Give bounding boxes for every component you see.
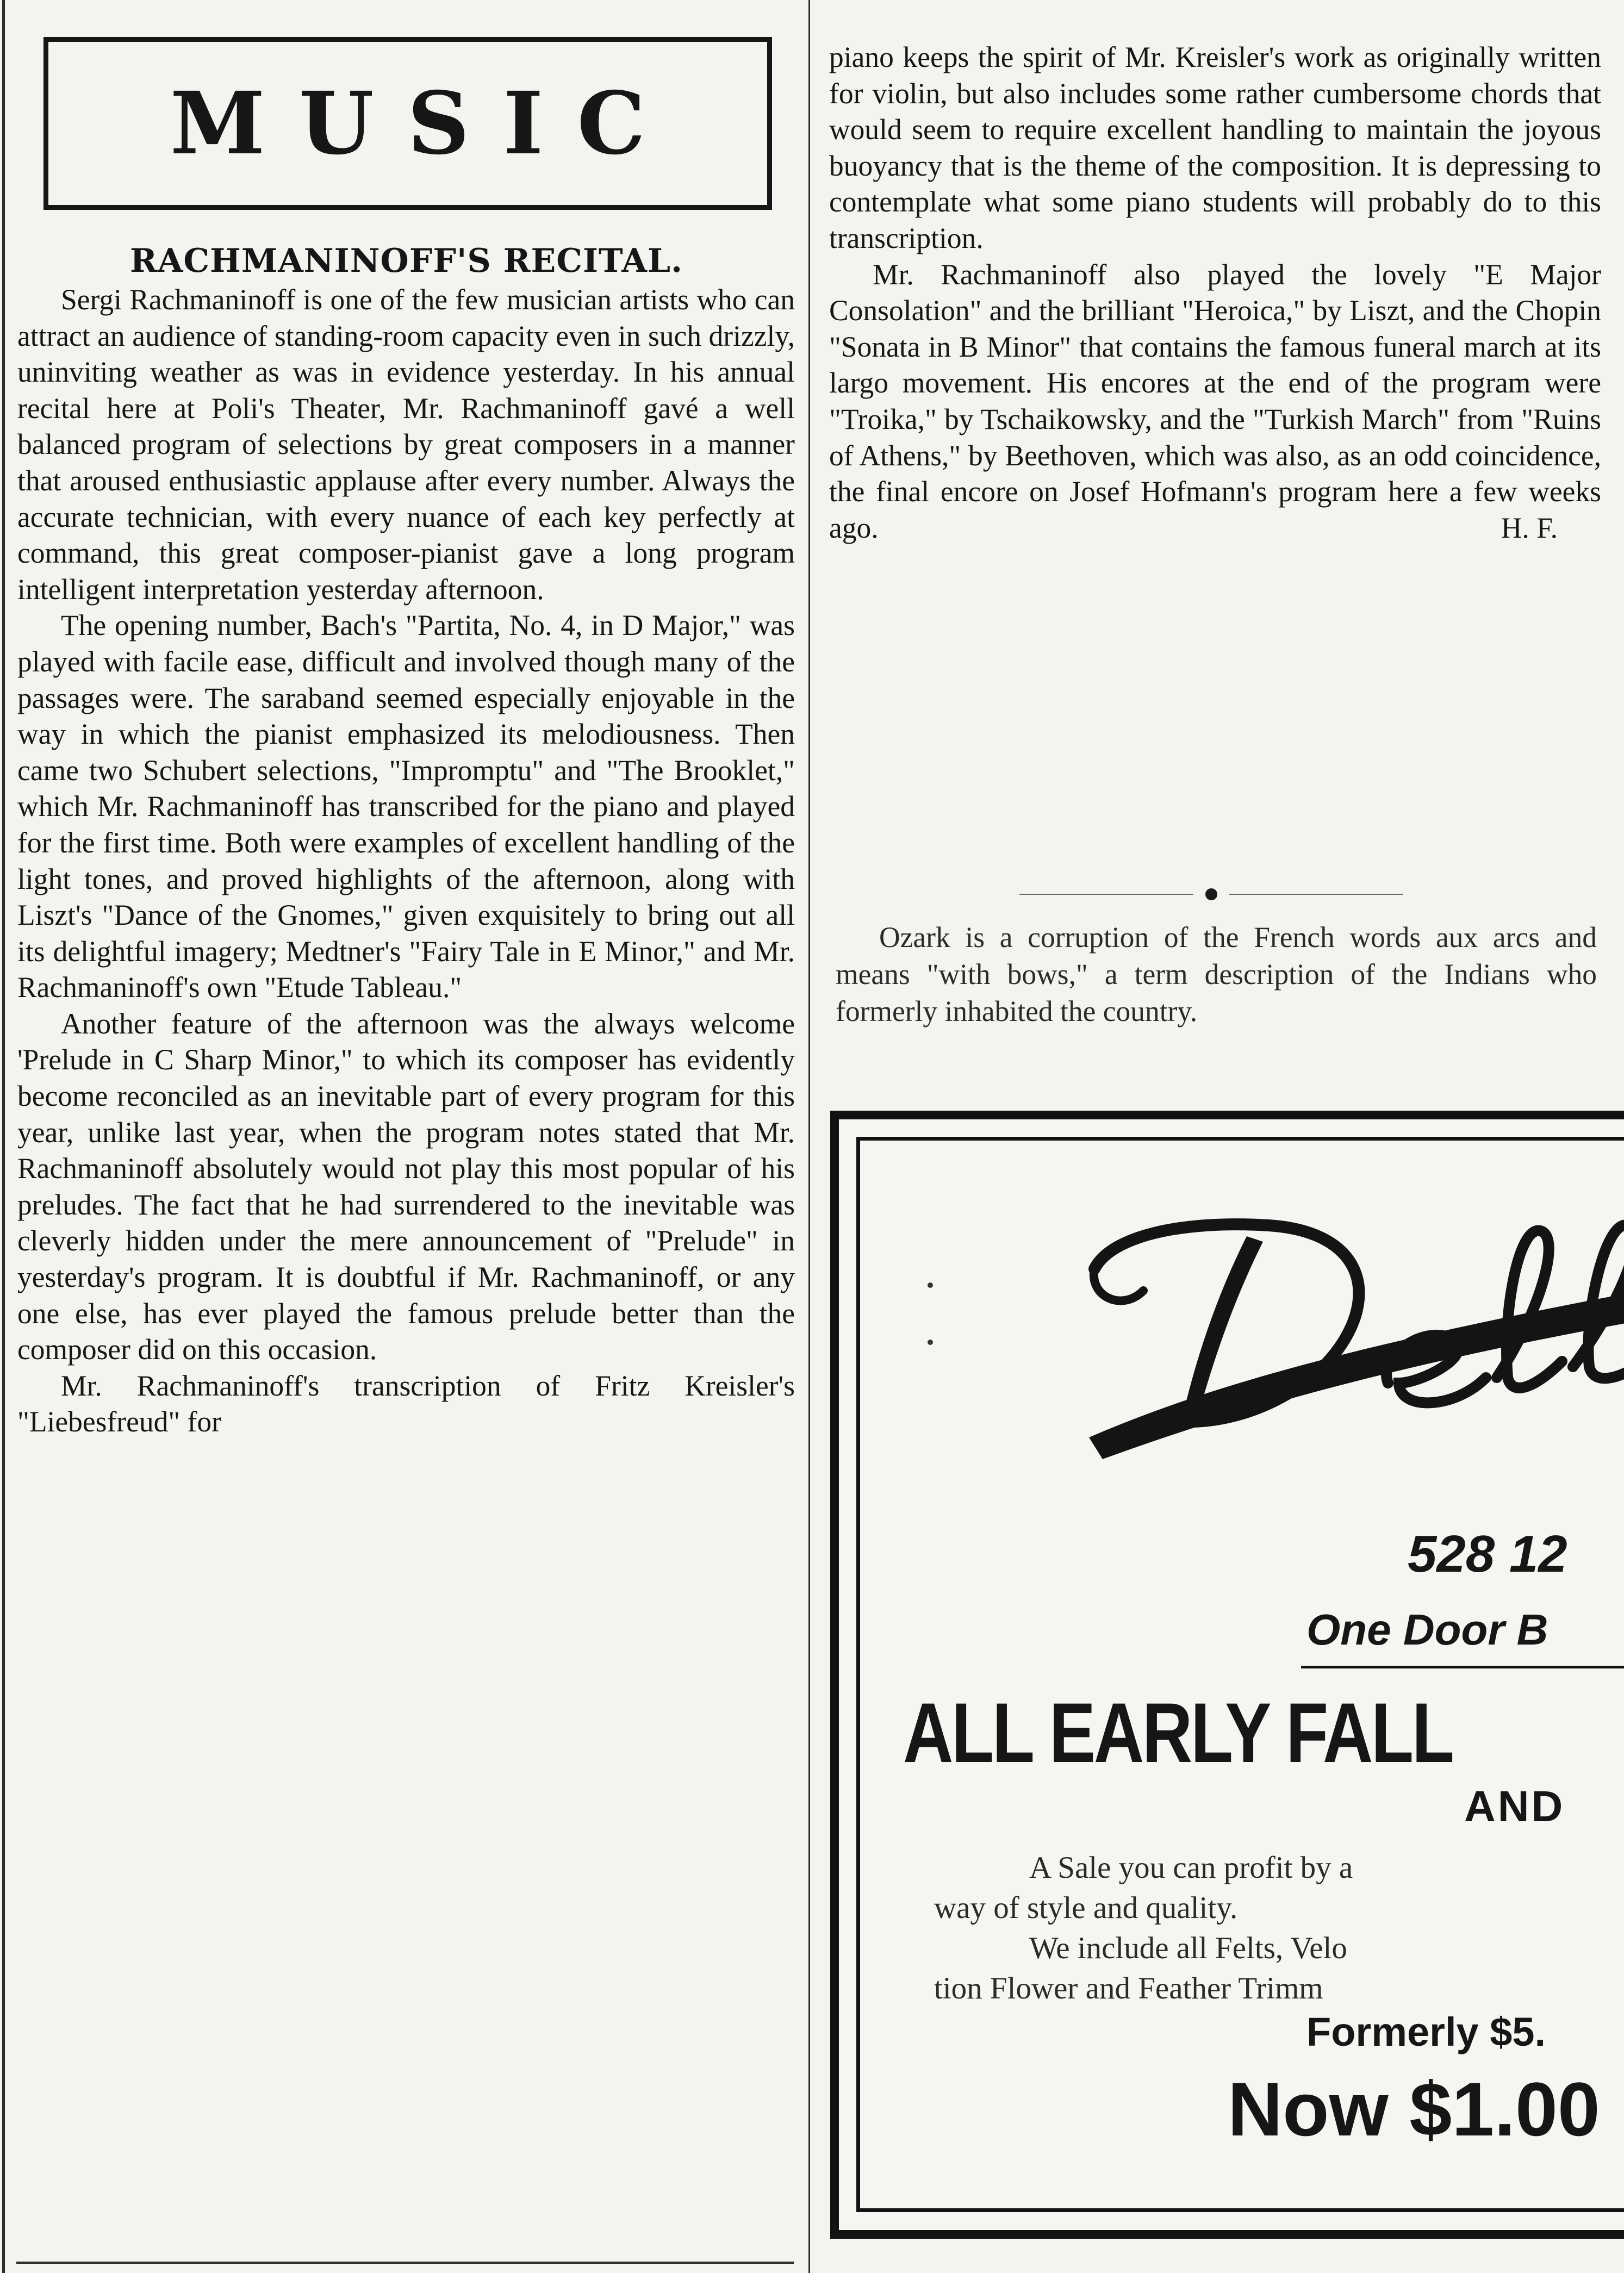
ad-speck — [928, 1282, 933, 1288]
divider-dot-icon — [1205, 888, 1217, 900]
ad-body-line: tion Flower and Feather Trimm — [934, 1971, 1323, 2006]
ad-logo — [1073, 1204, 1624, 1486]
ad-address: 528 12 — [1408, 1525, 1567, 1583]
article-continuation — [829, 39, 1601, 546]
column-rule — [808, 0, 810, 2273]
ad-body — [934, 1848, 1624, 2009]
ad-rule — [1301, 1666, 1624, 1668]
ad-body-line: A Sale you can profit by a — [1029, 1851, 1353, 1885]
article-paragraph: Mr. Rachmaninoff's transcription of Fritz Kreisler's "Liebesfreud" for — [17, 1369, 795, 1438]
article-paragraph: Sergi Rachmaninoff is one of the few musician artists who can attract an audience of standing-room capacity even in such drizzly, uninviting weather as was in evidence yesterday. In his annual recital here at Poli's Theater, Mr. Rachmaninoff gavé a well balanced program of selections by great composers in a manner that aroused enthusiastic applause after every number. Always the accurate technician, with every nuance of each key perfectly at command, this great composer-pianist gave a long program intelligent interpretation yesterday afternoon. — [17, 283, 795, 606]
ad-body-line: We include all Felts, Velo — [1029, 1931, 1347, 1965]
section-divider — [1019, 886, 1411, 902]
filler-text: Ozark is a corruption of the French words aux arcs and means "with bows," a term description of the Indians who formerly inhabited the country. — [836, 921, 1597, 1027]
ad-speck — [928, 1340, 933, 1345]
bottom-rule — [16, 2262, 794, 2264]
ad-body-line: way of style and quality. — [934, 1891, 1238, 1925]
ad-location: One Door B — [1306, 1605, 1548, 1654]
ad-and: AND — [1464, 1782, 1565, 1830]
article-body — [17, 282, 795, 1440]
left-edge-rule — [2, 0, 5, 2273]
article-paragraph: Another feature of the afternoon was the always welcome 'Prelude in C Sharp Minor," to which its composer has evidently become reconciled as an inevitable part of every program for this year, unlike last year, when the program notes stated that Mr. Rachmaninoff absolutely would not play this most popular of his preludes. The fact that he had surrendered to the inevitable was cleverly hidden under the mere announcement of "Prelude" in yesterday's program. It is doubtful if Mr. Rachmaninoff, or any one else, has ever played the famous prelude better than the composer did on this occasion. — [17, 1007, 795, 1366]
article-paragraph: piano keeps the spirit of Mr. Kreisler's work as originally written for violin, but also includes some rather cumbersome chords that would seem to require excellent handling to maintain the joyous buoyancy that is the theme of the composition. It is depressing to contemplate what some piano students will probably do to this transcription. — [829, 41, 1601, 254]
section-title-box — [43, 37, 772, 210]
advertisement — [830, 1111, 1624, 2239]
article-headline: RACHMANINOFF'S RECITAL. — [129, 242, 683, 280]
section-title: MUSIC — [170, 73, 680, 174]
article-signature: H. F. — [1501, 511, 1558, 544]
ad-sale-price: Now $1.00 — [1228, 2066, 1600, 2152]
ad-former-price: Formerly $5. — [1306, 2009, 1546, 2054]
filler-item — [836, 919, 1597, 1030]
ad-logo-d-hook — [1094, 1269, 1143, 1301]
article-paragraph: The opening number, Bach's "Partita, No. 4, in D Major," was played with facile ease, difficult and involved though many of the passages were. The saraband seemed especially enjoyable in the way in which the pianist emphasized its melodiousness. Then came two Schubert selections, "Impromptu" and "The Brooklet," which Mr. Rachmaninoff has transcribed for the piano and played for the first time. Both were examples of excellent handling of the light tones, and proved highlights of the afternoon, along with Liszt's "Dance of the Gnomes," given exquisitely to bring out all its delightful imagery; Medtner's "Fairy Tale in E Minor," and Mr. Rachmaninoff's own "Etude Tableau." — [17, 609, 795, 1004]
article-paragraph: Mr. Rachmaninoff also played the lovely "E Major Consolation" and the brilliant "Heroica," by Liszt, and the Chopin "Sonata in B Minor" that contains the famous funeral march at its largo movement. His encores at the end of the program were "Troika," by Tschaikowsky, and the "Turkish March" from "Ruins of Athens," by Beethoven, which was also, as an odd coincidence, the final encore on Josef Hofmann's program here a few weeks ago. — [829, 258, 1601, 544]
ad-headline: ALL EARLY FALL — [903, 1686, 1453, 1780]
